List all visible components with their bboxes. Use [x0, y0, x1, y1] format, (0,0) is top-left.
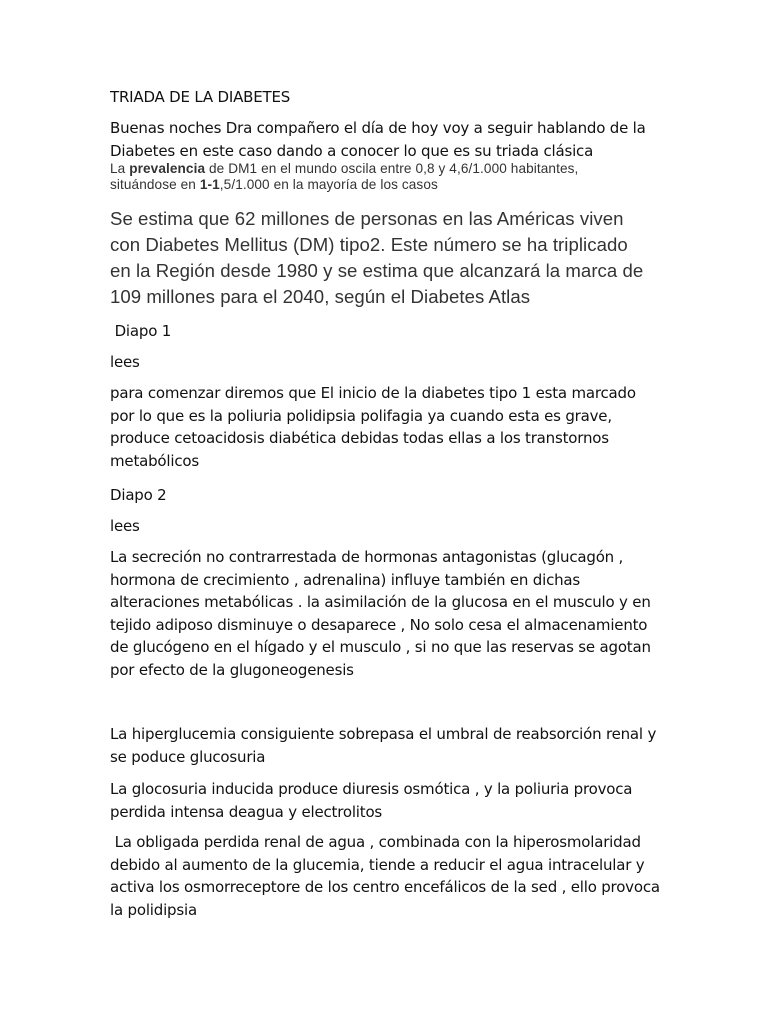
paragraph-hiperglucemia	[110, 723, 656, 768]
estimate-line: con Diabetes Mellitus (DM) tipo2. Este número se ha triplicado	[110, 234, 628, 255]
text-line: La hiperglucemia consiguiente sobrepasa el umbral de reabsorción renal y	[110, 725, 657, 743]
document-title: TRIADA DE LA DIABETES	[110, 88, 291, 106]
text-line: por efecto de la glugoneogenesis	[110, 660, 354, 679]
text-line: para comenzar diremos que El inicio de la diabetes tipo 1 esta marcado	[110, 384, 636, 402]
estimate-line: Se estima que 62 millones de personas en las Américas viven	[110, 208, 624, 229]
paragraph-diapo-1	[110, 382, 636, 472]
intro-line: Buenas noches Dra compañero el día de hoy voy a seguir hablando de la	[110, 119, 646, 137]
text-line: se poduce glucosuria	[110, 747, 266, 766]
paragraph-glocosuria	[110, 778, 632, 823]
text-line: La glocosuria inducida produce diuresis osmótica , y la poliuria provoca	[110, 780, 633, 798]
diapo-1-heading: Diapo 1	[110, 322, 172, 340]
text-line: La obligada perdida renal de agua , combinada con la hiperosmolaridad	[110, 833, 641, 851]
estimate-line: 109 millones para el 2040, según el Diabetes Atlas	[110, 286, 531, 307]
estimate-paragraph	[110, 206, 643, 310]
text-line: produce cetoacidosis diabética debidas todas ellas a los transtornos	[110, 429, 609, 447]
prevalence-bold: prevalencia	[129, 161, 206, 176]
text-line: por lo que es la poliuria polidipsia polifagia ya cuando esta es grave,	[110, 406, 612, 425]
text-line: alteraciones metabólicas . la asimilación de la glucosa en el musculo y en	[110, 593, 651, 611]
estimate-line: en la Región desde 1980 y se estima que alcanzará la marca de	[110, 260, 644, 281]
lees-2: lees	[110, 517, 140, 535]
text-line: metabólicos	[110, 451, 199, 470]
paragraph-polidipsia	[110, 831, 660, 921]
prevalence-paragraph	[110, 161, 578, 193]
diapo-2-heading: Diapo 2	[110, 486, 167, 504]
text-line: La secreción no contrarrestada de hormonas antagonistas (glucagón ,	[110, 548, 624, 566]
lees-1: lees	[110, 353, 140, 371]
intro-line: Diabetes en este caso dando a conocer lo que es su triada clásica	[110, 141, 594, 160]
text-line: tejido adiposo disminuye o desaparece , No solo cesa el almacenamiento	[110, 615, 648, 634]
prevalence-line-1: La prevalencia de DM1 en el mundo oscila entre 0,8 y 4,6/1.000 habitantes,	[110, 161, 579, 176]
paragraph-diapo-2	[110, 546, 651, 681]
range-bold: 1-1	[199, 177, 220, 192]
text-line: de glucógeno en el hígado y el musculo , si no que las reservas se agotan	[110, 638, 651, 656]
text-line: perdida intensa deagua y electrolitos	[110, 802, 383, 821]
text-line: la polidipsia	[110, 900, 197, 919]
text-line: hormona de crecimiento , adrenalina) influye también en dichas	[110, 570, 581, 589]
text-line: activa los osmorreceptore de los centro encefálicos de la sed , ello provoca	[110, 878, 660, 896]
intro-paragraph	[110, 117, 646, 162]
text-line: debido al aumento de la glucemia, tiende a reducir el agua intracelular y	[110, 855, 645, 874]
prevalence-line-2: situándose en 1-1,5/1.000 en la mayoría de los casos	[110, 177, 438, 192]
